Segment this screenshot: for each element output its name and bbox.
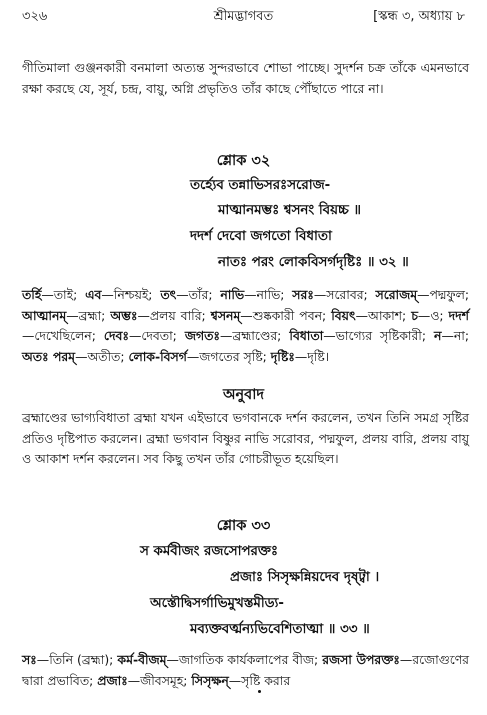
synonym-word: দেবঃ: [103, 328, 129, 343]
synonym-word: এব: [85, 287, 102, 302]
synonym-meaning: —সৃষ্টি করার: [228, 672, 291, 688]
verse-32-line-3: দদর্শ দেবো জগতো বিধাতা: [190, 229, 332, 244]
synonym-word: বিয়ৎ: [331, 307, 356, 323]
verse-33-line-2: প্রজাঃ সিসৃক্ষন্নিয়দেব দৃষ্ট্বা ।: [230, 570, 380, 585]
synonym-word: সঃ: [22, 652, 37, 667]
synonym-word: ন: [434, 328, 442, 343]
synonym-word: চ: [411, 307, 418, 323]
verse-32-line-1: তর্হ্যেব তন্নাভিসরঃসরোজ-: [190, 178, 331, 193]
verse-32-line-2: মাত্মানমম্ভঃ শ্বসনং বিয়চ্চ ॥: [218, 203, 361, 218]
verse-33-synonyms: [22, 650, 469, 691]
synonym-meaning: —জীবসমূহ;: [127, 672, 192, 688]
synonym-meaning: —না;: [441, 328, 470, 343]
synonym-meaning: —জগতের সৃষ্টি;: [186, 348, 271, 364]
synonym-word: সরঃ: [292, 287, 314, 302]
synonym-meaning: —দেখেছিলেন;: [22, 328, 104, 343]
synonym-meaning: —শুষ্ককারী পবন;: [240, 307, 332, 323]
verse-32-translation: ব্রহ্মাণ্ডের ভাগ্যবিধাতা ব্রহ্মা যখন এইভাবে ভগবানকে দর্শন করলেন, তখন তিনি সমগ্র সৃষ্টির প্রতিও দৃষ্টিপাত করলেন। ব্রহ্মা ভগবান বিষ্ণুর নাভি সরোবর, পদ্মফুল, প্রলয় বারি, প্রলয় বায়ু ও আকাশ দর্শন করলেন। সব কিছু তখন তাঁর গোচরীভূত হয়েছিল।: [22, 410, 469, 466]
synonym-meaning: —ব্রহ্মাণ্ডের;: [220, 328, 290, 343]
synonym-meaning: —নিশ্চয়ই;: [101, 287, 161, 302]
synonym-word: জগতঃ: [184, 328, 221, 343]
synonym-meaning: —আকাশ;: [355, 307, 412, 323]
intro-paragraph: গীতিমালা গুঞ্জনকারী বনমালা অত্যন্ত সুন্দরভাবে শোভা পাচ্ছে। সুদর্শন চক্র তাঁকে এমনভাবে রক্ষা করছে যে, সূর্য, চন্দ্র, বায়ু, অগ্নি প্রভৃতিও তাঁর কাছে পৌঁছাতে পারে না।: [22, 60, 469, 96]
synonym-word: রজসা উপরক্তঃ: [322, 652, 400, 667]
verse-33-line-1: স কর্মবীজং রজসোপরক্তঃ: [140, 544, 279, 559]
synonym-meaning: —ভাগ্যের সৃষ্টিকারী;: [323, 328, 435, 343]
synonym-meaning: —দেবতা;: [128, 328, 185, 343]
synonym-word: অতঃ পরম্: [22, 348, 76, 364]
verse-33-line-4: মব্যক্তবর্ত্মন্যভিবেশিতাত্মা ॥ ৩৩ ॥: [190, 622, 370, 637]
synonym-meaning: —রজোগুণের দ্বারা প্রভাবিত;: [22, 652, 469, 688]
synonym-word: শ্বসনম্: [210, 307, 241, 323]
verse-33-line-3: অস্তৌদ্বিসর্গাভিমুখস্তমীড্য-: [150, 596, 284, 611]
synonym-meaning: —প্রলয় বারি;: [137, 307, 211, 323]
verse-32-heading: শ্লোক ৩২: [216, 153, 271, 169]
synonym-word: দৃষ্টিঃ: [270, 348, 295, 364]
synonym-meaning: —নাভি;: [244, 287, 293, 302]
synonym-meaning: —তিনি (ব্রহ্মা);: [36, 652, 118, 667]
synonym-meaning: —ও;: [417, 307, 449, 323]
verse-33-heading: শ্লোক ৩৩: [216, 518, 271, 534]
synonym-meaning: —জাগতিক কার্যকলাপের বীজ;: [166, 652, 323, 667]
synonym-word: বিধাতা: [289, 328, 324, 343]
verse-32-synonyms: [22, 285, 469, 367]
section-reference: [স্কন্ধ ৩, অধ্যায় ৮: [373, 9, 465, 24]
synonym-meaning: —তাই;: [41, 287, 86, 302]
synonym-word: তর্হি: [22, 287, 42, 302]
page-mark: [258, 690, 261, 693]
synonym-word: তৎ: [160, 287, 177, 302]
synonym-word: কর্ম-বীজম্: [117, 652, 167, 667]
page-number: ৩২৬: [22, 9, 48, 24]
synonym-meaning: —তাঁর;: [176, 287, 221, 302]
synonym-word: নাভি: [220, 287, 245, 302]
synonym-word: প্রজাঃ: [97, 672, 128, 688]
synonym-meaning: —দৃষ্টি।: [294, 348, 330, 364]
translation-heading: অনুবাদ: [222, 387, 265, 403]
synonym-meaning: —ব্রহ্মা;: [66, 307, 111, 323]
book-title: শ্রীমদ্ভাগবত: [213, 9, 274, 24]
synonym-meaning: —পদ্মফুল;: [417, 287, 469, 302]
synonym-meaning: —অতীত;: [75, 348, 129, 364]
verse-32-line-4: নাতঃ পরং লোকবিসর্গদৃষ্টিঃ ॥ ৩২ ॥: [218, 255, 409, 270]
synonym-word: আত্মানম্: [22, 307, 67, 323]
synonym-meaning: —সরোবর;: [313, 287, 376, 302]
synonym-word: দদর্শ: [448, 307, 469, 323]
synonym-word: অম্ভঃ: [110, 307, 138, 323]
synonym-word: সিসৃক্ষন্: [191, 672, 229, 688]
synonym-word: সরোজম্: [375, 287, 418, 302]
synonym-word: লোক-বিসর্গ: [128, 348, 187, 364]
